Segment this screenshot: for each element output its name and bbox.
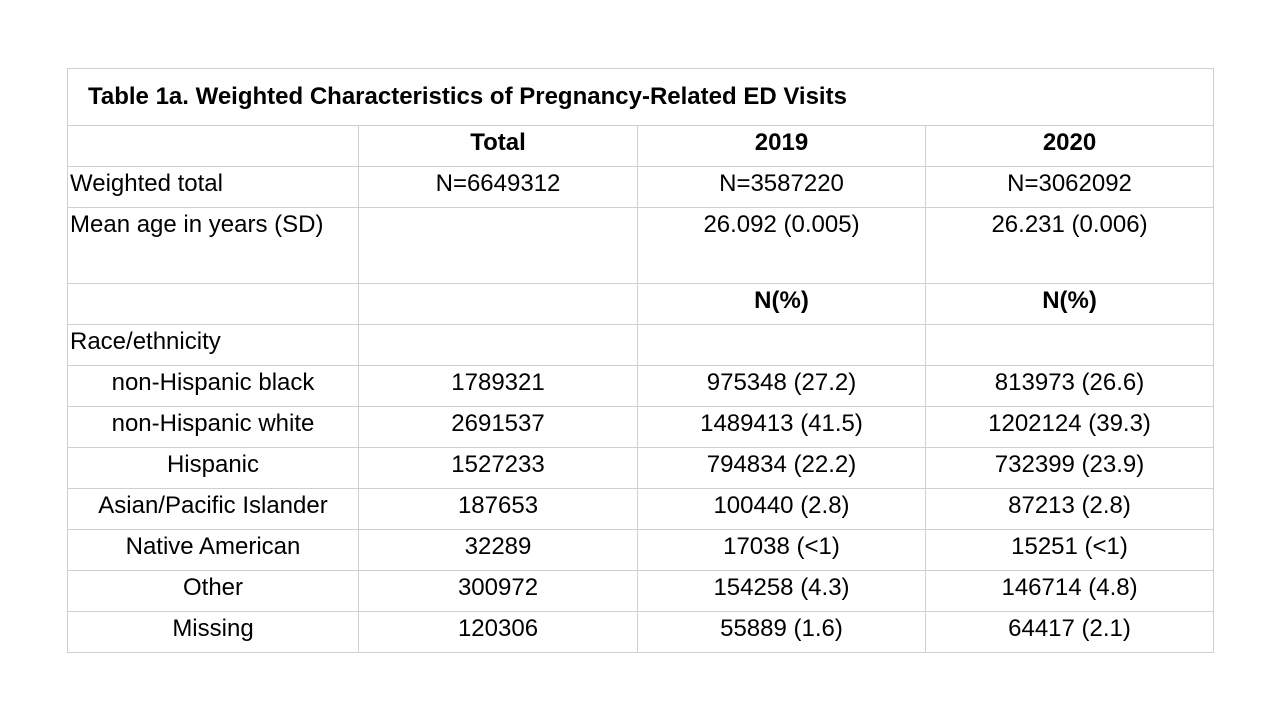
race-2019: 1489413 (41.5) [638,407,926,448]
units-2019: N(%) [638,284,926,325]
race-2020: 813973 (26.6) [926,366,1214,407]
header-label-cell [68,126,359,167]
table-row [68,448,1214,489]
race-2019: 100440 (2.8) [638,489,926,530]
table-title: Table 1a. Weighted Characteristics of Pregnancy-Related ED Visits [68,69,1214,126]
race-2019: 975348 (27.2) [638,366,926,407]
weighted-total-label: Weighted total [68,167,359,208]
units-label [68,284,359,325]
header-2019: 2019 [638,126,926,167]
race-label: non-Hispanic white [68,407,359,448]
race-label: Missing [68,612,359,653]
mean-age-2019: 26.092 (0.005) [638,208,926,284]
weighted-total-2020: N=3062092 [926,167,1214,208]
race-2020: 732399 (23.9) [926,448,1214,489]
header-2020: 2020 [926,126,1214,167]
race-total: 300972 [359,571,638,612]
race-2019: 794834 (22.2) [638,448,926,489]
characteristics-table [67,68,1214,653]
race-total: 120306 [359,612,638,653]
race-2020: 64417 (2.1) [926,612,1214,653]
race-label: Hispanic [68,448,359,489]
race-section-empty-2019 [638,325,926,366]
race-total: 1789321 [359,366,638,407]
race-label: non-Hispanic black [68,366,359,407]
units-total [359,284,638,325]
units-2020: N(%) [926,284,1214,325]
mean-age-2020: 26.231 (0.006) [926,208,1214,284]
mean-age-total [359,208,638,284]
race-total: 32289 [359,530,638,571]
table-row [68,407,1214,448]
header-total: Total [359,126,638,167]
race-2020: 1202124 (39.3) [926,407,1214,448]
race-section-empty-total [359,325,638,366]
title-row [68,69,1214,126]
race-label: Asian/Pacific Islander [68,489,359,530]
table-row [68,489,1214,530]
table-row [68,530,1214,571]
table-row [68,612,1214,653]
race-total: 187653 [359,489,638,530]
mean-age-label: Mean age in years (SD) [68,208,359,284]
race-label: Native American [68,530,359,571]
table-row [68,571,1214,612]
race-2019: 154258 (4.3) [638,571,926,612]
race-2019: 17038 (<1) [638,530,926,571]
race-section-empty-2020 [926,325,1214,366]
table-row [68,366,1214,407]
race-2020: 146714 (4.8) [926,571,1214,612]
race-section-row [68,325,1214,366]
race-total: 1527233 [359,448,638,489]
race-2019: 55889 (1.6) [638,612,926,653]
header-row [68,126,1214,167]
race-2020: 15251 (<1) [926,530,1214,571]
weighted-total-2019: N=3587220 [638,167,926,208]
race-total: 2691537 [359,407,638,448]
mean-age-row [68,208,1214,284]
race-label: Other [68,571,359,612]
race-2020: 87213 (2.8) [926,489,1214,530]
units-row [68,284,1214,325]
weighted-total-all: N=6649312 [359,167,638,208]
weighted-total-row [68,167,1214,208]
race-section-label: Race/ethnicity [68,325,359,366]
